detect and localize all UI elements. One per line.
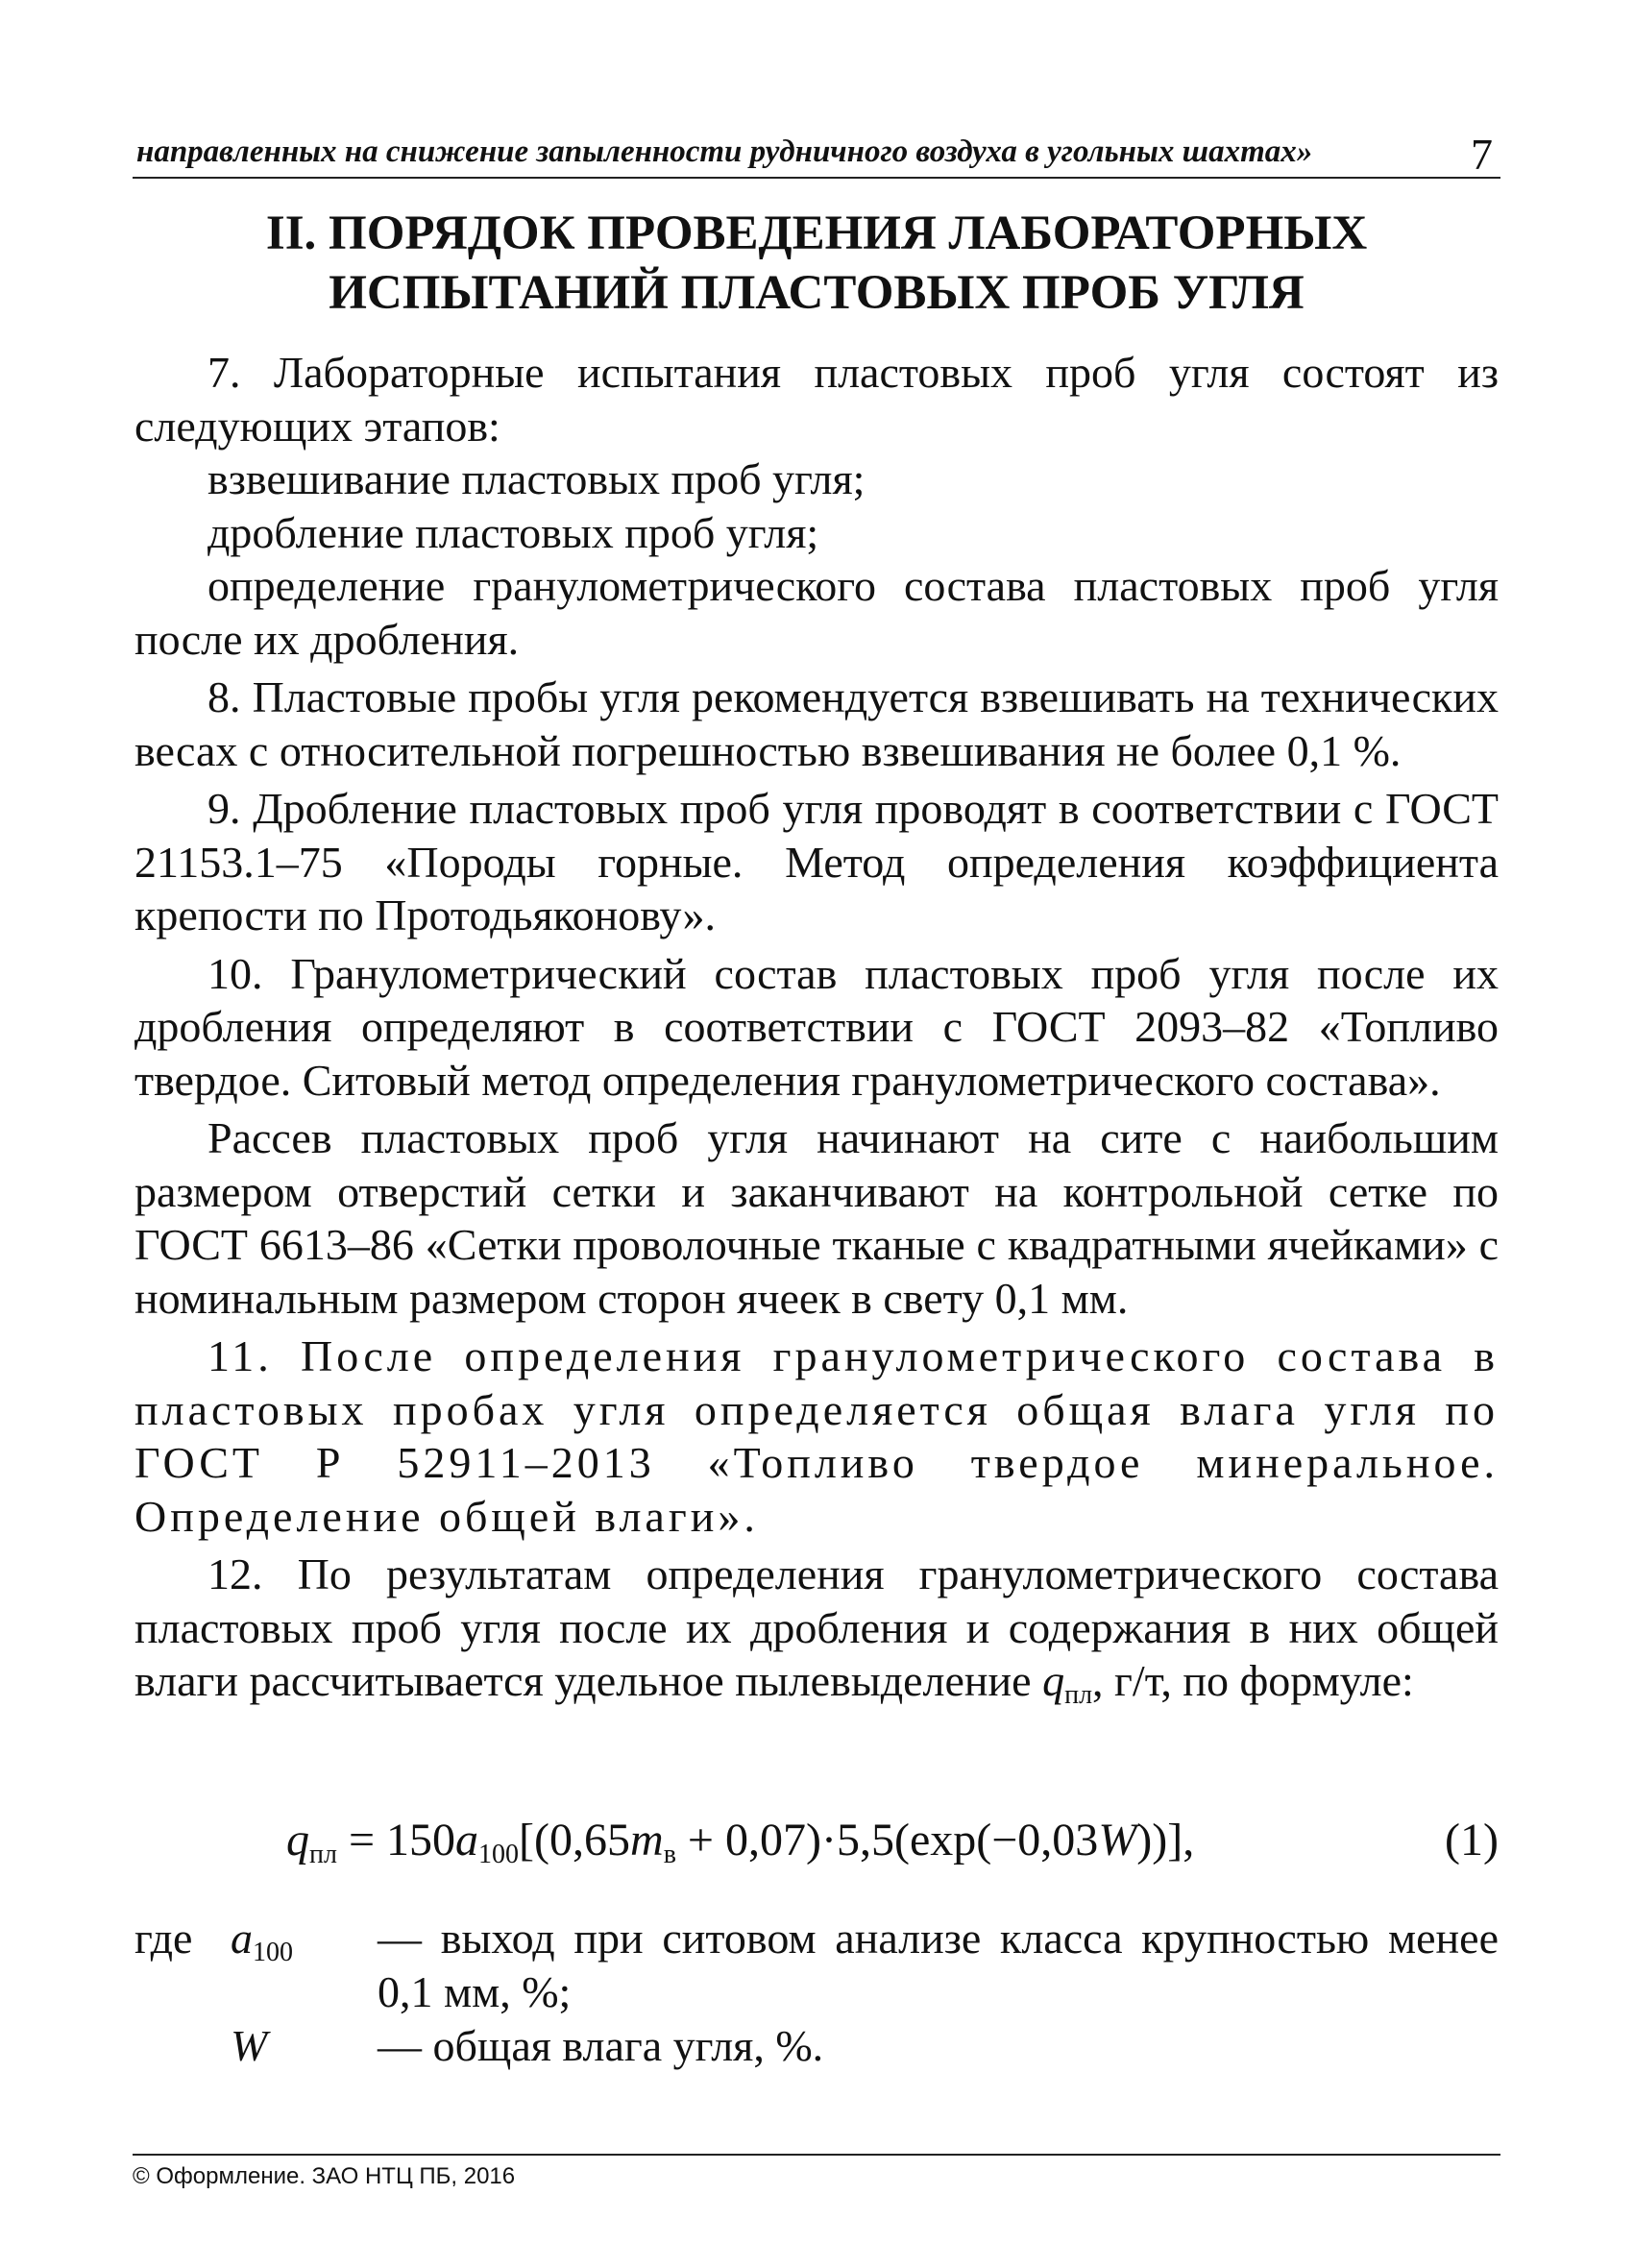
paragraph-12-text: 12. По результатам определения гранулометрического состава пластовых проб угля после их дробления и содержания в них общей влаги рассчитывается удельное пылевыделение [134,1549,1499,1705]
paragraph-7: 7. Лабораторные испытания пластовых проб угля состоят из следующих этапов: [134,348,1499,451]
paragraph-8: 8. Пластовые пробы угля рекомендуется взвешивать на технических весах с относительной погрешностью взвешивания не более 0,1 %. [134,672,1499,775]
formula-1 [134,1814,1499,1881]
paragraph-9: 9. Дробление пластовых проб угля проводят в соответствии с ГОСТ 21153.1–75 «Породы горные. Метод определения коэффициента крепости по Протодьяконову». [134,784,1499,939]
section-title [133,204,1500,323]
definition-a100 [134,1912,1499,2019]
stage-crushing: дробление пластовых проб угля; [207,507,819,557]
definition-a-symbol [231,1912,293,1980]
paragraph-11: 11. После определения гранулометрического состава в пластовых пробах угля определяется общая влага угля по ГОСТ Р 52911–2013 «Топливо твердое минеральное. Определение общей влаги». [134,1331,1499,1541]
formula-definitions [134,1912,1499,2073]
formula-number: (1) [1445,1815,1499,1866]
definition-w-symbol: W [231,2021,268,2070]
formula-a-subscript: 100 [478,1840,520,1869]
definition-w-description: — общая влага угля, %. [378,2021,824,2070]
definition-w [134,2019,1499,2073]
definition-a-subscript: 100 [253,1938,293,1967]
stage-granulometry: определение гранулометрического состава пластовых проб угля после их дробления. [134,561,1499,664]
formula-w: W [1098,1815,1137,1866]
formula-lhs-subscript: пл [309,1840,337,1869]
paragraph-12-tail: , г/т, по формуле: [1092,1656,1414,1705]
page-number: 7 [1471,130,1493,179]
running-head [133,131,1500,179]
section-title-line-1: II. ПОРЯДОК ПРОВЕДЕНИЯ ЛАБОРАТОРНЫХ [265,207,1368,260]
formula-bracket-close: ))], [1136,1815,1195,1866]
running-head-text: направленных на снижение запыленности рудничного воздуха в угольных шахтах» [136,134,1313,169]
formula-m-subscript: в [663,1840,676,1869]
formula-coefficient: = 150 [336,1815,456,1866]
formula-lhs: q [286,1815,309,1866]
section-title-line-2: ИСПЫТАНИЙ ПЛАСТОВЫХ ПРОБ УГЛЯ [329,266,1305,320]
body-text [134,346,1499,1722]
stage-weighing: взвешивание пластовых проб угля; [207,454,866,503]
formula-a: a [455,1815,479,1866]
paragraph-12 [134,1548,1499,1722]
paragraph-10-sieving: Рассев пластовых проб угля начинают на сите с наибольшим размером отверстий сетки и заканчивают на контрольной сетке по ГОСТ 6613–86 «Сетки проволочные тканые с квадратными ячейками» с номинальным размером сторон ячеек в свету 0,1 мм. [134,1113,1499,1323]
definition-a-letter: a [231,1914,253,1963]
formula-bracket-open: [(0,65 [519,1815,631,1866]
definition-a-description: — выход при ситовом анализе класса крупностью менее 0,1 мм, %; [378,1914,1499,2016]
footer-copyright: © Оформление. ЗАО НТЦ ПБ, 2016 [133,2154,1500,2190]
dust-emission-subscript: пл [1064,1680,1093,1710]
formula-m: m [630,1815,664,1866]
formula-middle: + 0,07)·5,5(exp(−0,03 [675,1815,1099,1866]
where-label: где [134,1914,193,1963]
dust-emission-symbol: q [1042,1656,1065,1705]
paragraph-10: 10. Гранулометрический состав пластовых проб угля после их дробления определяют в соответствии с ГОСТ 2093–82 «Топливо твердое. Ситовый метод определения гранулометрического состава». [134,948,1499,1105]
formula-expression [286,1814,1194,1870]
